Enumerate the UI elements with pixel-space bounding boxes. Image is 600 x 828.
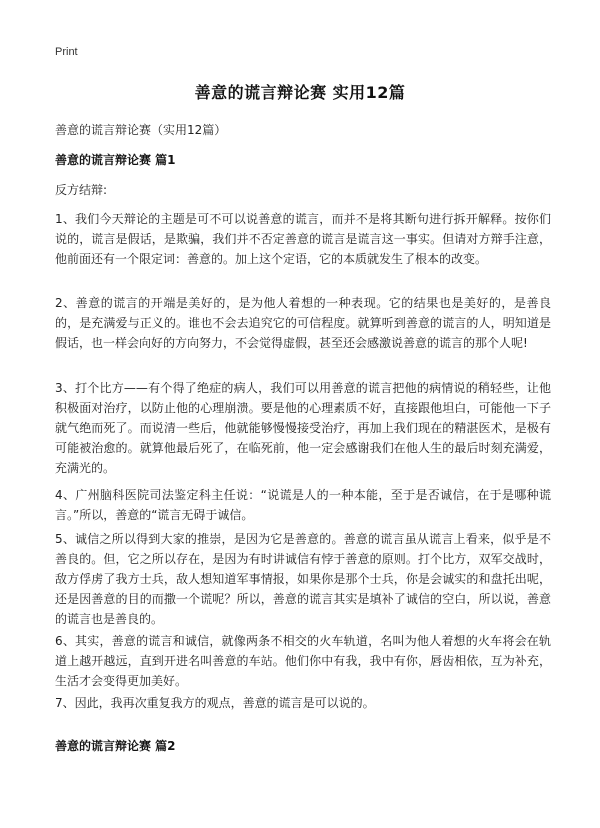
- section-heading-1: 善意的谎言辩论赛 篇1: [55, 153, 176, 167]
- paragraph-2: 2、善意的谎言的开端是美好的，是为他人着想的一种表现。它的结果也是美好的，是善良的，是充满爱与正义的。谁也不会去追究它的可信程度。就算听到善意的谎言的人，明知道是假话，也一样会向好的方向努力，不会觉得虚假，甚至还会感激说善意的谎言的那个人呢!: [55, 296, 551, 350]
- side-label: 反方结辩:: [55, 183, 108, 197]
- paragraph-3: 3、打个比方——有个得了绝症的病人，我们可以用善意的谎言把他的病情说的稍轻些，让他积极面对治疗，以防止他的心理崩溃。要是他的心理素质不好，直接跟他坦白，可能他一下子就气绝而死了。而说清一些后，他就能够慢慢接受治疗，再加上我们现在的精湛医术，是极有可能被治愈的。就算他最后死了，在临死前，他一定会感谢我们在他人生的最后时刻充满爱，充满光的。: [55, 381, 551, 475]
- print-label: Print: [55, 46, 78, 58]
- section-heading-2: 善意的谎言辩论赛 篇2: [55, 739, 176, 753]
- paragraph-4: 4、广州脑科医院司法鉴定科主任说：“说谎是人的一种本能，至于是否诚信，在于是哪种谎言。”所以，善意的“谎言无碍于诚信。: [55, 488, 551, 522]
- paragraph-1: 1、我们今天辩论的主题是可不可以说善意的谎言，而并不是将其断句进行拆开解释。按你们说的，谎言是假话，是欺骗，我们并不否定善意的谎言是谎言这一事实。但请对方辩手注意，他前面还有一个限定词：善意的。加上这个定语，它的本质就发生了根本的改变。: [55, 212, 551, 266]
- document-title: 善意的谎言辩论赛 实用12篇: [194, 83, 406, 102]
- paragraph-7: 7、因此，我再次重复我方的观点，善意的谎言是可以说的。: [55, 696, 375, 710]
- paragraph-5: 5、诚信之所以得到大家的推崇，是因为它是善意的。善意的谎言虽从谎言上看来，似乎是不善良的。但，它之所以存在，是因为有时讲诚信有悖于善意的原则。打个比方，双军交战时，敌方俘虏了我方士兵，敌人想知道军事情报，如果你是那个士兵，你是会诚实的和盘托出呢，还是因善意的目的而撒一个谎呢？所以，善意的谎言其实是填补了诚信的空白，所以说，善意的谎言也是善良的。: [55, 532, 551, 626]
- paragraph-6: 6、其实，善意的谎言和诚信，就像两条不相交的火车轨道，名叫为他人着想的火车将会在轨道上越开越远，直到开进名叫善意的车站。他们你中有我，我中有你，唇齿相依，互为补充，生活才会变得更加美好。: [55, 634, 551, 688]
- document-subtitle: 善意的谎言辩论赛（实用12篇）: [55, 123, 227, 137]
